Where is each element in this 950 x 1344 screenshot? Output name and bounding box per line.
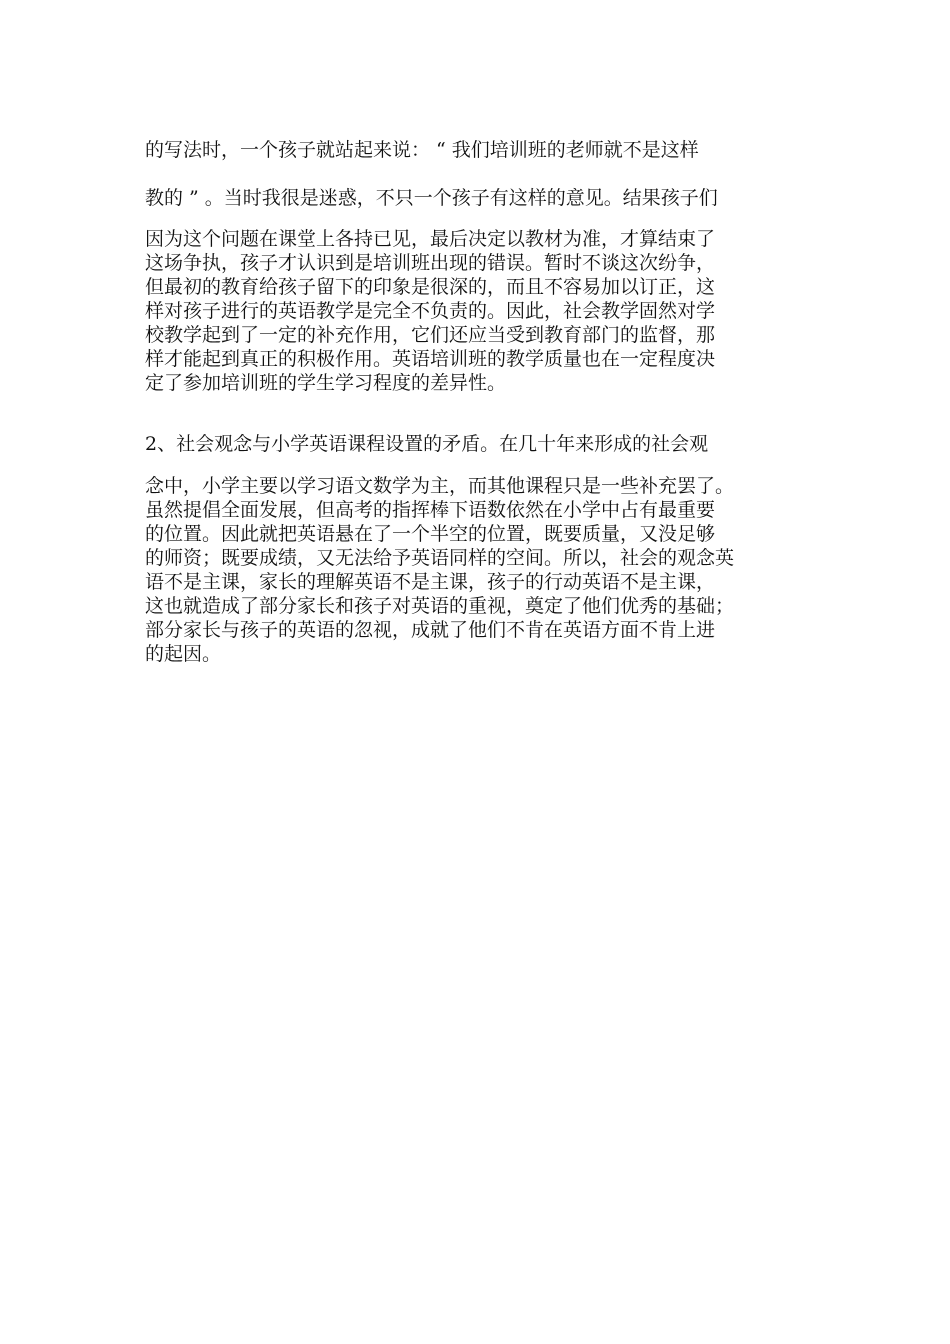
paragraph-line: 这场争执，孩子才认识到是培训班出现的错误。暂时不谈这次纷争， — [145, 252, 716, 274]
paragraph-line: 的起因。 — [145, 643, 222, 665]
paragraph-line: 因为这个问题在课堂上各持已见，最后决定以教材为准，才算结束了 — [145, 228, 716, 250]
paragraph-line: 语不是主课，家长的理解英语不是主课，孩子的行动英语不是主课， — [145, 571, 716, 593]
paragraph-line: 样对孩子进行的英语教学是完全不负责的。因此，社会教学固然对学 — [145, 300, 716, 322]
paragraph-line: 校教学起到了一定的补充作用，它们还应当受到教育部门的监督，那 — [145, 324, 716, 346]
paragraph-line: 样才能起到真正的积极作用。英语培训班的教学质量也在一定程度决 — [145, 348, 716, 370]
paragraph-line: 的师资；既要成绩，又无法给予英语同样的空间。所以，社会的观念英 — [145, 547, 735, 569]
paragraph-line: 定了参加培训班的学生学习程度的差异性。 — [145, 372, 507, 394]
paragraph-line: 部分家长与孩子的英语的忽视，成就了他们不肯在英语方面不肯上进 — [145, 619, 716, 641]
paragraph-line: 教的 ” 。当时我很是迷惑，不只一个孩子有这样的意见。结果孩子们 — [145, 187, 718, 209]
paragraph-line: 念中，小学主要以学习语文数学为主，而其他课程只是一些补充罢了。 — [145, 475, 735, 497]
paragraph-line: 2、社会观念与小学英语课程设置的矛盾。在几十年来形成的社会观 — [145, 433, 709, 455]
paragraph-line: 这也就造成了部分家长和孩子对英语的重视，奠定了他们优秀的基础； — [145, 595, 735, 617]
paragraph-line: 的位置。因此就把英语悬在了一个半空的位置，既要质量，又没足够 — [145, 523, 716, 545]
paragraph-line: 虽然提倡全面发展，但高考的指挥棒下语数依然在小学中占有最重要 — [145, 499, 716, 521]
paragraph-line: 但最初的教育给孩子留下的印象是很深的，而且不容易加以订正，这 — [145, 276, 716, 298]
paragraph-line: 的写法时，一个孩子就站起来说： “ 我们培训班的老师就不是这样 — [145, 139, 699, 161]
